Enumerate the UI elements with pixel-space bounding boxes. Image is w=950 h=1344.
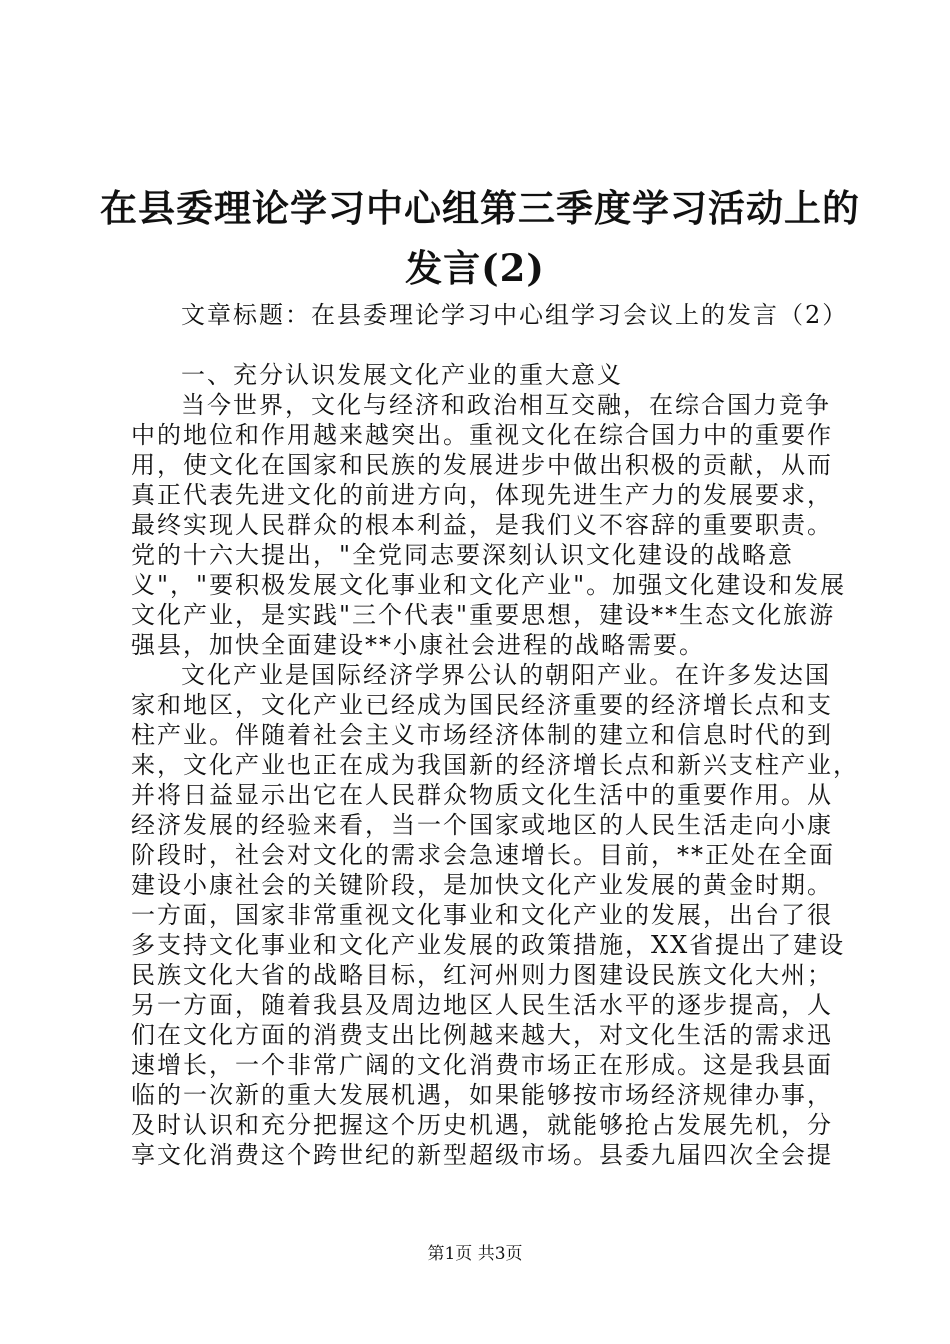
document-title-line-1: 在县委理论学习中心组第三季度学习活动上的 (100, 186, 860, 230)
paragraph-line: 及时认识和充分把握这个历史机遇，就能够抢占发展先机，分 (131, 1111, 833, 1139)
article-subtitle: 文章标题：在县委理论学习中心组学习会议上的发言（2） (181, 301, 849, 329)
paragraph-2 (131, 660, 859, 1170)
paragraph-line: 中的地位和作用越来越突出。重视文化在综合国力中的重要作 (131, 421, 833, 449)
paragraph-line: 们在文化方面的消费支出比例越来越大，对文化生活的需求迅 (131, 1021, 833, 1049)
paragraph-line: 并将日益显示出它在人民群众物质文化生活中的重要作用。从 (131, 781, 833, 809)
page-footer: 第1页 共3页 (427, 1244, 523, 1264)
paragraph-line: 民族文化大省的战略目标，红河州则力图建设民族文化大州； (131, 961, 833, 989)
paragraph-line: 当今世界，文化与经济和政治相互交融，在综合国力竞争 (181, 391, 831, 419)
paragraph-line: 速增长，一个非常广阔的文化消费市场正在形成。这是我县面 (131, 1051, 833, 1079)
paragraph-line: 临的一次新的重大发展机遇，如果能够按市场经济规律办事， (131, 1081, 833, 1109)
paragraph-line: 最终实现人民群众的根本利益，是我们义不容辞的重要职责。 (131, 511, 833, 539)
paragraph-line: 多支持文化事业和文化产业发展的政策措施，XX省提出了建设 (131, 931, 846, 959)
paragraph-1 (131, 390, 847, 660)
paragraph-line: 来，文化产业也正在成为我国新的经济增长点和新兴支柱产业， (131, 751, 859, 779)
paragraph-line: 一方面，国家非常重视文化事业和文化产业的发展，出台了很 (131, 901, 833, 929)
blank-line (131, 330, 831, 360)
paragraph-line: 享文化消费这个跨世纪的新型超级市场。县委九届四次全会提 (131, 1141, 833, 1169)
paragraph-line: 党的十六大提出，"全党同志要深刻认识文化建设的战略意 (131, 541, 795, 569)
paragraph-line: 经济发展的经验来看，当一个国家或地区的人民生活走向小康 (131, 811, 833, 839)
paragraph-line: 柱产业。伴随着社会主义市场经济体制的建立和信息时代的到 (131, 721, 833, 749)
section-heading: 一、充分认识发展文化产业的重大意义 (181, 361, 623, 389)
document-body (131, 300, 859, 1170)
paragraph-line: 家和地区，文化产业已经成为国民经济重要的经济增长点和支 (131, 691, 833, 719)
paragraph-line: 用，使文化在国家和民族的发展进步中做出积极的贡献，从而 (131, 451, 833, 479)
paragraph-line: 强县，加快全面建设**小康社会进程的战略需要。 (131, 631, 705, 659)
paragraph-line: 文化产业是国际经济学界公认的朝阳产业。在许多发达国 (181, 661, 831, 689)
paragraph-line: 建设小康社会的关键阶段，是加快文化产业发展的黄金时期。 (131, 871, 833, 899)
paragraph-line: 真正代表先进文化的前进方向，体现先进生产力的发展要求， (131, 481, 833, 509)
paragraph-line: 另一方面，随着我县及周边地区人民生活水平的逐步提高，人 (131, 991, 833, 1019)
paragraph-line: 文化产业，是实践"三个代表"重要思想，建设**生态文化旅游 (131, 601, 836, 629)
paragraph-line: 义"，"要积极发展文化事业和文化产业"。加强文化建设和发展 (131, 571, 847, 599)
document-title-line-2: 发言(2) (405, 246, 545, 290)
paragraph-line: 阶段时，社会对文化的需求会急速增长。目前，**正处在全面 (131, 841, 835, 869)
